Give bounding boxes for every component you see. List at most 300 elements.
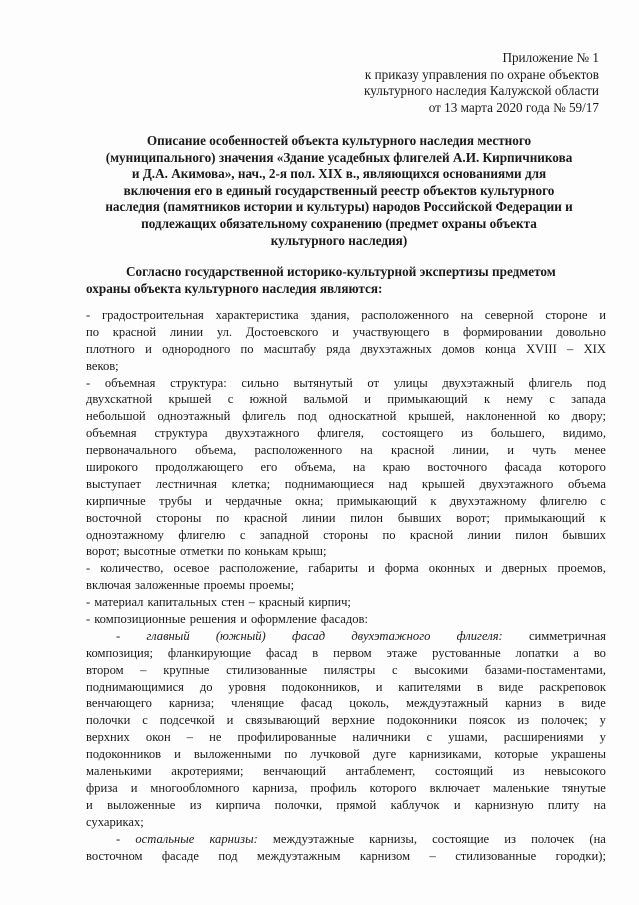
body-word: в [312, 645, 319, 660]
body-word: карнизную [474, 797, 534, 812]
body-line [86, 459, 606, 476]
body-word: полочки, [274, 797, 323, 812]
title-line: культурного наследия) [270, 232, 408, 248]
body-word: ворот; [456, 510, 490, 525]
body-word: из [512, 764, 525, 779]
body-word: первоначального [86, 443, 177, 458]
body-word: участвующего [352, 324, 430, 339]
body-line [86, 831, 606, 848]
body-line [86, 442, 606, 459]
body-word: в [443, 324, 450, 339]
body-word: с [239, 527, 246, 542]
body-word: – [248, 595, 255, 610]
appendix-line: к приказу управления по охране объектов [364, 66, 599, 82]
body-word: фасад [291, 628, 326, 643]
body-line [86, 746, 606, 763]
body-word: продолжающего [155, 460, 244, 475]
body-word: городки); [555, 848, 606, 863]
body-word: оформление [250, 612, 317, 627]
body-word: оконных [428, 561, 476, 576]
body-word: Достоевского [245, 324, 319, 339]
body-word: сильно [241, 375, 279, 390]
body-word: главный [146, 628, 190, 643]
body-word: флигеля: [456, 628, 503, 643]
body-line [86, 577, 606, 594]
body-word: домов [442, 341, 475, 356]
body-word: выступает [86, 476, 142, 491]
body-word: из [189, 797, 202, 812]
body-word: - [86, 308, 91, 322]
body-word: материал [94, 595, 144, 610]
body-word: одноэтажный [157, 409, 231, 424]
body-word: подсечкой [159, 713, 215, 728]
body-word: – [429, 848, 436, 863]
body-word: двухэтажный [442, 375, 514, 390]
body-word: и [364, 392, 372, 407]
body-word: конца [484, 341, 516, 356]
body-line [86, 307, 606, 324]
body-word: из [461, 426, 473, 441]
body-word: с [392, 662, 398, 677]
body-word: широкого [86, 460, 138, 475]
body-word: композиционные [94, 612, 186, 627]
body-line [86, 408, 606, 425]
body-word: междуэтажные [272, 831, 355, 846]
body-word: маленькие [492, 780, 550, 795]
body-word: менее [574, 443, 606, 458]
title-line: и Д.А. Акимова», нач., 2-я пол. XIX в., являющихся основаниями для [131, 166, 547, 182]
body-word: с [426, 730, 433, 745]
body-word: капитальных [147, 595, 218, 610]
body-word: двухэтажного [225, 426, 300, 441]
body-word: красной [244, 510, 288, 525]
body-word: карнизом [359, 848, 411, 863]
body-word: полочек; [541, 713, 588, 728]
body-word: – [186, 730, 194, 745]
body-word: характеристика [215, 308, 299, 322]
body-word: и [145, 341, 152, 356]
body-word: полочки [86, 713, 131, 728]
body-word: включает [429, 780, 480, 795]
body-word: акротериями; [171, 764, 244, 779]
body-word: каблучок [390, 797, 440, 812]
body-word: венчающего [86, 696, 152, 711]
body-line [86, 780, 606, 797]
body-word: карниза; [168, 696, 215, 711]
body-word: краю [382, 460, 411, 475]
body-word: включая [86, 578, 131, 593]
body-word: северной [484, 308, 534, 322]
body-word: видимо, [562, 426, 606, 441]
body-word: объема, [195, 443, 237, 458]
appendix-header [299, 50, 599, 116]
body-word: флигелю [539, 493, 587, 508]
appendix-line: от 13 марта 2020 года № 59/17 [428, 99, 599, 115]
body-line [86, 679, 606, 696]
body-word: XVIII [526, 341, 557, 356]
body-word: венчающий [263, 764, 326, 779]
body-word: уровня [228, 679, 266, 694]
title-line: включения его в единый государственный реестр объектов культурного [123, 182, 555, 198]
body-word: виде [498, 679, 524, 694]
body-word: карниза, [252, 780, 298, 795]
body-word: невысокого [544, 764, 606, 779]
body-word: заложенные [135, 578, 200, 593]
body-word: количество, [100, 561, 164, 576]
body-word: проемы; [249, 578, 295, 593]
body-word: дуге [372, 747, 397, 762]
body-word: расположение, [219, 561, 299, 576]
body-word: симметричная [528, 628, 606, 643]
body-word: под [586, 375, 606, 390]
body-word: и [507, 443, 515, 458]
body-word: стен [221, 595, 245, 610]
body-word: остальные [135, 831, 195, 846]
body-word: решения [189, 612, 237, 627]
body-word: клетка; [231, 476, 271, 491]
body-word: полочек [531, 831, 575, 846]
body-word: верхние [331, 713, 375, 728]
body-word: наличники [352, 730, 411, 745]
body-word: на [593, 797, 606, 812]
title-line: Описание особенностей объекта культурного наследия местного [146, 133, 532, 148]
body-word: - [116, 831, 121, 846]
intro-line: Согласно государственной историко-культурной экспертизы предметом [126, 264, 556, 279]
body-word: примыкающий [504, 510, 585, 525]
body-word: многообломного [150, 780, 240, 795]
body-word: композиция; [86, 645, 154, 660]
intro-paragraph [86, 264, 606, 297]
body-word: а [573, 645, 579, 660]
title-line: подлежащих обязательному сохранению (предмет охраны объекта [141, 215, 537, 231]
body-word: междуэтажный [405, 696, 489, 711]
body-word: антаблемент, [345, 764, 416, 779]
body-word: объема, [294, 460, 336, 475]
body-word: состоящие [432, 831, 490, 846]
body-word: кирпича [215, 797, 261, 812]
body-word: двухскатной [86, 392, 153, 407]
body-word: линии [169, 324, 204, 339]
body-word: верхних [86, 730, 130, 745]
body-word: ворот; [86, 544, 120, 559]
body-word: поднимающиеся [284, 476, 374, 491]
body-word: одноэтажному [86, 527, 164, 542]
body-line [86, 358, 606, 375]
body-word: флигелю [178, 527, 226, 542]
body-word: по [227, 544, 241, 559]
body-word: формировании [462, 324, 543, 339]
body-line [86, 662, 606, 679]
body-word: с [227, 392, 234, 407]
body-word: с [549, 392, 555, 407]
body-word: красный [258, 595, 305, 610]
body-line [86, 712, 606, 729]
body-word: карниз [505, 696, 542, 711]
body-word: примыкающий [336, 493, 418, 508]
body-word: сухариках; [86, 814, 144, 829]
body-word: проемы [203, 578, 246, 593]
body-word: восточной [86, 510, 142, 525]
body-word: и [453, 797, 461, 812]
body-word: которого [558, 460, 606, 475]
body-word: линии, [452, 443, 490, 458]
body-word: с [600, 493, 606, 508]
body-word: чердачные [225, 493, 282, 508]
body-word: стилизованные [226, 662, 308, 677]
body-word: и [332, 324, 339, 339]
body-word: высотные [123, 544, 177, 559]
body-word: двухэтажного [479, 476, 554, 491]
body-word: на [352, 460, 366, 475]
body-word: красной [409, 527, 454, 542]
body-word: бывших [397, 510, 442, 525]
body-word: фасадов: [320, 612, 368, 627]
body-word: (на [589, 831, 606, 846]
body-line [86, 527, 606, 544]
body-word: цоколь, [349, 696, 390, 711]
body-line [86, 814, 606, 831]
body-word: южной [249, 392, 288, 407]
body-line [86, 493, 606, 510]
body-word: на [460, 308, 474, 322]
body-word: из [504, 831, 516, 846]
body-line [86, 695, 606, 712]
body-word: - [86, 612, 91, 627]
body-word: подоконников [86, 747, 162, 762]
body-word: структура: [170, 375, 227, 390]
body-word: линии [467, 527, 501, 542]
body-word: расположенного [254, 443, 343, 458]
body-word: из [517, 713, 530, 728]
body-word: объемная [104, 375, 156, 390]
body-word: большего, [490, 426, 545, 441]
body-word: фланкирующие [167, 645, 252, 660]
body-word: по [284, 747, 298, 762]
body-word: у [599, 730, 606, 745]
body-word: карнизы: [209, 831, 258, 846]
body-word: кирпич; [308, 595, 351, 610]
document-title [72, 133, 606, 249]
body-word: флигеля, [317, 426, 364, 441]
body-word: – [567, 341, 574, 356]
body-word: членящие [231, 696, 284, 711]
body-word: довольно [556, 324, 606, 339]
body-word: пилон [515, 527, 549, 542]
intro-line: охраны объекта культурного наследия являются: [86, 280, 383, 296]
body-word: тянутые [562, 780, 606, 795]
body-word: расширениями [503, 730, 584, 745]
body-word: карнизиками, [409, 747, 482, 762]
body-word: осевое [173, 561, 210, 576]
body-line [86, 594, 606, 611]
body-line [86, 729, 606, 746]
body-word: виде [581, 696, 606, 711]
body-word: наклоненной [466, 409, 537, 424]
body-word: трубы [159, 493, 192, 508]
body-word: XIX [583, 341, 606, 356]
body-word: проемов, [557, 561, 606, 576]
body-word: вальмой [303, 392, 348, 407]
body-word: плотного [86, 341, 135, 356]
body-word: крышей [168, 392, 212, 407]
body-word: объемная [86, 426, 137, 441]
body-word: по [86, 324, 100, 339]
body-word: к [430, 493, 437, 508]
body-word: габариты [308, 561, 359, 576]
body-word: односкатной [328, 409, 397, 424]
body-word: отметки [180, 544, 224, 559]
body-word: пилон [350, 510, 384, 525]
body-word: плиту [547, 797, 580, 812]
body-word: профиль [310, 780, 357, 795]
body-word: втором [86, 662, 124, 677]
body-word: не [209, 730, 222, 745]
body-word: однородного [162, 341, 231, 356]
body-word: карнизы, [369, 831, 418, 846]
body-word: градостроительная [101, 308, 204, 322]
body-word: - [86, 561, 91, 576]
body-word: структура [154, 426, 208, 441]
body-line [86, 848, 606, 865]
body-word: стороны [156, 510, 202, 525]
body-word: этаже [386, 645, 418, 660]
body-line [86, 341, 606, 358]
body-word: форма [384, 561, 419, 576]
body-word: ул. [216, 324, 233, 339]
body-word: нему [506, 392, 533, 407]
body-word: двухэтажного [351, 628, 431, 643]
body-word: фасада [504, 460, 542, 475]
body-word: базами-постаментами, [484, 662, 606, 677]
body-word: которые [494, 747, 539, 762]
appendix-line: культурного наследия Калужской области [364, 83, 599, 98]
body-word: чуть [532, 443, 557, 458]
body-word: междуэтажным [256, 848, 341, 863]
body-word: и [130, 780, 138, 795]
body-word: выложенными [193, 747, 272, 762]
body-line [86, 510, 606, 527]
body-word: и [485, 561, 492, 576]
body-word: и [86, 797, 93, 812]
body-word: которого [369, 780, 417, 795]
body-word: – [140, 662, 147, 677]
body-word: капителями [398, 679, 462, 694]
document-body [86, 307, 606, 864]
body-word: высокими [414, 662, 469, 677]
body-word: фасаде [161, 848, 199, 863]
body-word: украшены [551, 747, 606, 762]
body-line [86, 645, 606, 662]
body-word: и [368, 561, 375, 576]
body-word: вытянутый [293, 375, 353, 390]
body-word: пилястры [323, 662, 376, 677]
body-word: в [558, 696, 565, 711]
body-word: небольшой [86, 409, 146, 424]
body-word: в [476, 679, 483, 694]
body-word: объема [568, 476, 606, 491]
body-word: выложенные [107, 797, 176, 812]
body-word: веков; [86, 358, 119, 373]
body-word: двору; [571, 409, 606, 424]
body-word: на [360, 443, 373, 458]
body-word: расположенного [361, 308, 449, 322]
body-word: крышей, [408, 409, 455, 424]
body-word: окон [145, 730, 171, 745]
body-word: ушами, [448, 730, 488, 745]
body-line [86, 543, 606, 560]
body-word: ко [548, 409, 560, 424]
body-word: лопатки [515, 645, 559, 660]
body-word: подоконников, [281, 679, 360, 694]
body-line [86, 324, 606, 341]
body-word: подоконники [386, 713, 457, 728]
body-word: и [174, 747, 181, 762]
body-word: состоящего [381, 426, 444, 441]
body-word: с [142, 713, 148, 728]
body-word: конькам [244, 544, 289, 559]
body-word: лестничная [155, 476, 217, 491]
body-word: фасад [300, 696, 333, 711]
body-word: улицы [393, 375, 428, 390]
body-word: окна; [295, 493, 324, 508]
body-word: связывающий [245, 713, 320, 728]
body-word: ряда [326, 341, 351, 356]
body-word: стороне [545, 308, 588, 322]
appendix-line: Приложение № 1 [502, 50, 599, 65]
body-word: над [388, 476, 408, 491]
body-line [86, 797, 606, 814]
body-word: красной [391, 443, 435, 458]
body-word: масштабу [263, 341, 317, 356]
body-word: здания, [310, 308, 350, 322]
body-word: и [226, 713, 234, 728]
body-word: поднимающимися [86, 679, 184, 694]
body-word: прямой [336, 797, 377, 812]
body-word: раскреповок [539, 679, 606, 694]
body-word: - [86, 375, 91, 390]
body-word: профилированные [237, 730, 337, 745]
body-word: восточном [86, 848, 143, 863]
body-word: кирпичные [86, 493, 146, 508]
body-word: крыш; [292, 544, 327, 559]
body-word: двухэтажных [360, 341, 432, 356]
body-word: флигель [528, 375, 573, 390]
body-word: крышей [421, 476, 465, 491]
body-line [86, 391, 606, 408]
body-line [86, 560, 606, 577]
body-word: у [599, 713, 606, 728]
body-word: красной [112, 324, 157, 339]
title-line: (муниципального) значения «Здание усадебных флигелей А.И. Кирпичникова [105, 149, 573, 165]
body-line [86, 425, 606, 442]
body-word: примыкающий [387, 392, 468, 407]
body-word: и [205, 493, 212, 508]
body-word: и [599, 308, 606, 322]
body-line [86, 476, 606, 493]
body-word: двухэтажному [449, 493, 527, 508]
body-word: и [240, 612, 247, 627]
body-word: дверных [501, 561, 548, 576]
body-word: по [216, 510, 230, 525]
body-word: рустованные [432, 645, 501, 660]
body-word: западной [259, 527, 309, 542]
body-word: поясок [468, 713, 506, 728]
body-line [86, 375, 606, 392]
body-word: лучковой [310, 747, 360, 762]
body-word: под [297, 409, 317, 424]
body-word: состоящий [435, 764, 494, 779]
body-word: его [260, 460, 278, 475]
